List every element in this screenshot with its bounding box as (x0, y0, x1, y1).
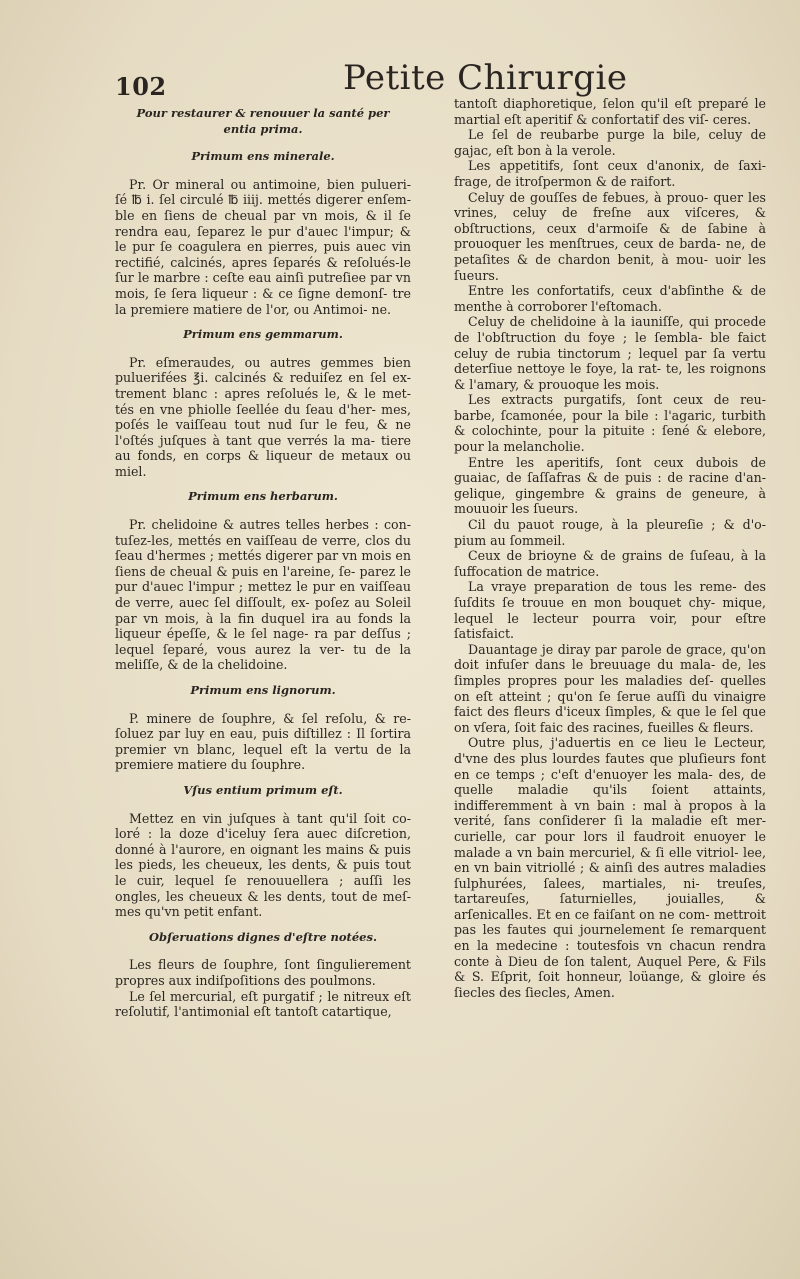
section-heading: Primum ens gemmarum. (183, 327, 343, 342)
paragraph: Mettez en vin juſques à tant qu'il ſoit co- loré : la doze d'iceluy ſera auec diſcretion, donné à l'aurore, en oignant les mains & puis les pieds, les cheueux, les dents, & puis tout le cuir, lequel ſe renouuellera ; auſſi les ongles, les cheueux & les dents, tout de meſ- mes qu'vn petit enfant. (115, 810, 411, 920)
paragraph: Le ſel mercurial, eſt purgatif ; le nitreux eſt reſolutif, l'antimonial eſt tantoſt catartique, (115, 988, 411, 1020)
paragraph: tantoſt diaphoretique, ſelon qu'il eſt preparé le martial eſt aperitif & confortatif des viſ- ceres. (454, 96, 766, 127)
section-heading: Primum ens lignorum. (190, 683, 336, 697)
paragraph: Entre les aperitifs, ſont ceux dubois de guaiac, de ſaſſafras & de puis : de racine d'an- gelique, gingembre & grains de geneure, à mouuoir les ſueurs. (454, 454, 766, 517)
left-column (115, 96, 411, 1020)
section-heading: Primum ens minerale. (191, 149, 335, 164)
paragraph: Le ſel de reubarbe purge la bile, celuy de gajac, eſt bon à la verole. (454, 127, 766, 158)
paragraph: Ceux de brioyne & de grains de ſuſeau, à la ſuffocation de matrice. (454, 548, 766, 579)
paragraph: La vraye preparation de tous les reme- des ſuſdits ſe trouue en mon bouquet chy- mique, lequel le lecteur pourra voir, pour eſtre ſatisfaict. (454, 579, 766, 642)
paragraph: Pr. chelidoine & autres telles herbes : con- tuſez-les, mettés en vaiſſeau de verre, clos du ſeau d'hermes ; mettés digerer par vn mois en ſiens de cheual & puis en l'areine, ſe- parez le pur d'auec l'impur ; mettez le pur en vaiſſeau de verre, auec ſel diſſoult, ex- poſez au Soleil par vn mois, à la fin duquel ira au fonds la liqueur épeſſe, & le ſel nage- ra par deſſus ; lequel ſeparé, vous aurez la ver- tu de la meliſſe, & de la chelidoine. (115, 517, 411, 673)
paragraph: P. minere de ſouphre, & ſel reſolu, & re- ſoluez par luy en eau, puis diſtillez : Il ſortira premier vn blanc, lequel eſt la vertu de la premiere matiere du ſouphre. (115, 710, 411, 773)
paragraph: Pr. eſmeraudes, ou autres gemmes bien puluerifées ℥i. calcinés & reduiſez en ſel ex- trement blanc : apres reſolués le, & le met- tés en vne phiolle ſeellée du ſeau d'her- mes, poſés le vaiſſeau tout nud ſur le feu, & ne l'oſtés juſques à tant que verrés la ma- tiere au fonds, en corps & liqueur de metaux ou miel. (115, 354, 411, 479)
right-column (454, 96, 766, 1000)
paragraph: Celuy de gouſſes de febues, à prouo- quer les vrines, celuy de freſne aux viſceres, & obſtructions, ceux d'armoiſe & de ſabine à prouoquer les menſtrues, ceux de barda- ne, de petaſites & de chardon benit, à mou- uoir les ſueurs. (454, 189, 766, 283)
section-heading: Primum ens herbarum. (188, 489, 338, 504)
running-title: Petite Chirurgie (343, 58, 628, 98)
paragraph: Les fleurs de ſouphre, ſont ſingulierement propres aux indiſpoſitions des poulmons. (115, 957, 411, 988)
heading-line: entia prima. (223, 121, 303, 136)
paragraph: Pr. Or mineral ou antimoine, bien pulueri- ſé ℔ i. ſel circulé ℔ iiij. mettés digerer enſem- ble en ſiens de cheual par vn mois, & il ſe rendra eau, ſeparez le pur d'auec l'impur; & le pur ſe coagulera en pierres, puis auec vin rectifié, calcinés, apres ſeparés & reſolués-le ſur le marbre : ceſte eau ainſi putreſiee par vn mois, ſe ſera liqueur : & ce ſigne demonſ- tre la premiere matiere de l'or, ou Antimoi- ne. (115, 176, 411, 317)
heading-line: Pour restaurer & renouuer la santé per (136, 106, 390, 120)
paragraph: Cil du pauot rouge, à la pleureſie ; & d'o- pium au ſommeil. (454, 517, 766, 548)
paragraph: Entre les confortatifs, ceux d'abſinthe & de menthe à corroborer l'eſtomach. (454, 283, 766, 314)
paragraph: Celuy de chelidoine à la iauniſſe, qui procede de l'obſtruction du foye ; le ſembla- ble faict celuy de rubia tinctorum ; lequel par ſa vertu deterſiue nettoye le foye, la rat- te, les roignons & l'amary, & prouoque les mois. (454, 314, 766, 392)
paragraph: Dauantage je diray par parole de grace, qu'on doit infuſer dans le breuuage du mala- de, les ſimples propres pour les maladies deſ- quelles on eſt atteint ; qu'on ſe ſerue auſſi du vinaigre faict des fleurs d'iceux ſimples, & que le ſel que on vſera, ſoit faic des racines, fueilles & fleurs. (454, 641, 766, 735)
section-heading (115, 106, 411, 137)
section-heading: Vſus entium primum eſt. (183, 782, 343, 797)
paragraph: Outre plus, j'aduertis en ce lieu le Lecteur, d'vne des plus lourdes fautes que pluſieurs font en ce temps ; c'eſt d'enuoyer les mala- des, de quelle maladie qu'ils ſoient attaints, indifferemment à vn bain : mal à propos à la verité, ſans conſiderer ſi la maladie eſt mer- curielle, car pour lors il faudroit enuoyer le malade a vn bain mercuriel, & ſi elle vitriol- lee, en vn bain vitriollé ; & ainſi des autres maladies ſulphurées, ſalees, martiales, ni- treuſes, tartareuſes, ſaturnielles, jouialles, & arſenicalles. Et en ce faiſant on ne com- mettroit pas les fautes qui journelement ſe remarquent en la medecine : toutesfois vn chacun rendra conte à Dieu de ſon talent, Auquel Pere, & Fils & S. Eſprit, ſoit honneur, loüange, & gloire és ſiecles des ſiecles, Amen. (454, 735, 766, 1000)
page-header (115, 58, 755, 101)
paragraph: Les extracts purgatifs, ſont ceux de reu- barbe, ſcamonée, pour la bile : l'agaric, turbith & colochinte, pour la pituite : ſené & elebore, pour la melancholie. (454, 392, 766, 455)
section-heading: Obſeruations dignes d'eſtre notées. (149, 929, 377, 944)
page-number: 102 (115, 72, 167, 101)
paragraph: Les appetitifs, ſont ceux d'anonix, de ſaxi- frage, de itroſpermon & de raifort. (454, 158, 766, 189)
